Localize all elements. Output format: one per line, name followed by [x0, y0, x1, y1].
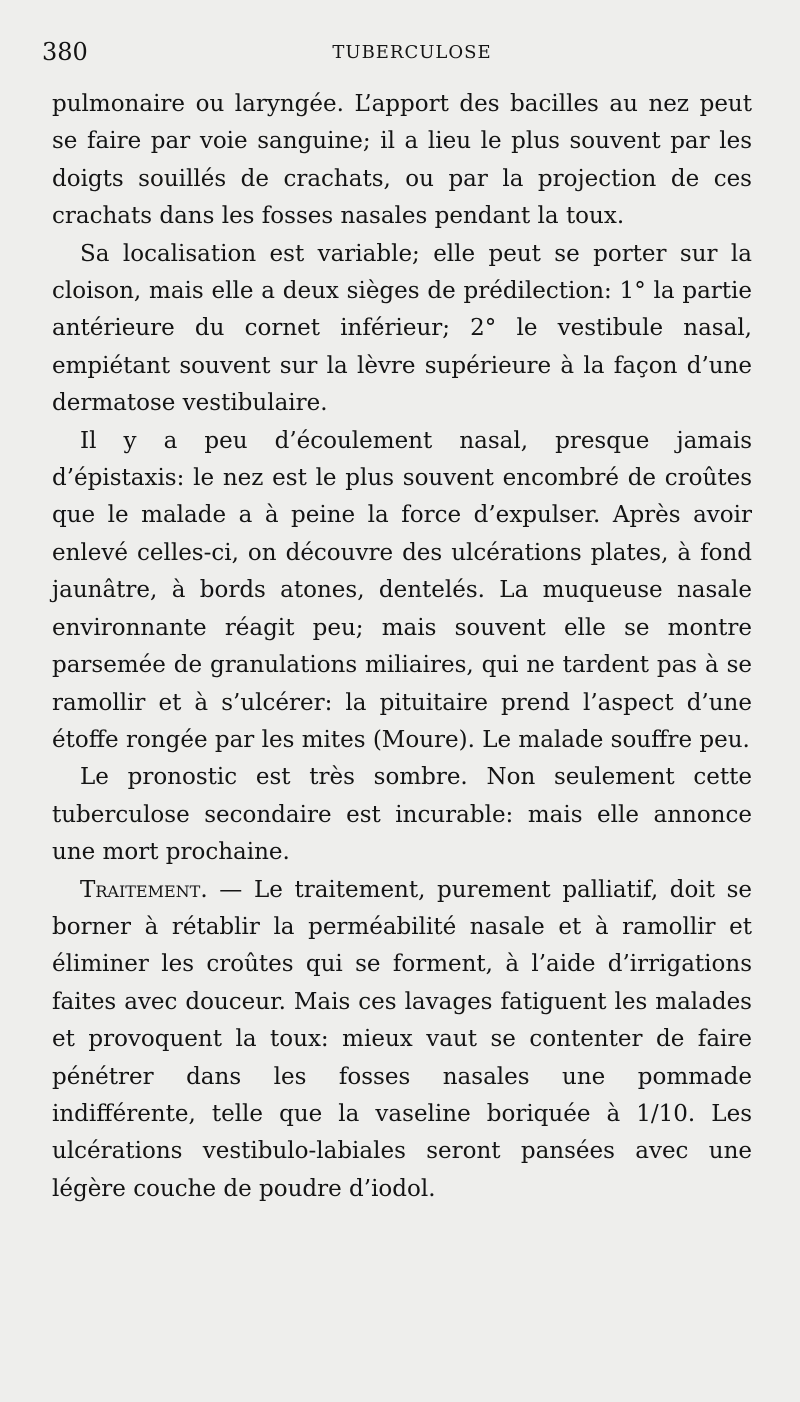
section-lead: Traitement. — [80, 876, 208, 903]
paragraph-symptoms — [52, 423, 752, 760]
paragraph-text: Le pronostic est très sombre. Non seulement cette tuberculose secondaire est incurable: mais elle annonce une mort prochaine. — [52, 764, 752, 866]
paragraph-continuation — [52, 86, 752, 236]
paragraph-treatment — [52, 872, 752, 1209]
paragraph-text: — Le traitement, purement palliatif, doit se borner à rétablir la perméabilité nasale et à ramollir et éliminer les croûtes qui se forment, à l’aide d’irrigations faites avec douceur. Mais ces lavages fatiguent les malades et provoquent la toux: mieux vaut se contenter de faire pénétrer dans les fosses nasales une pommade indifférente, telle que la vaseline boriquée à 1/10. Les ulcérations vestibulo-labiales seront pansées avec une légère couche de poudre d’iodol. — [52, 876, 752, 1202]
paragraph-text: pulmonaire ou laryngée. L’apport des bacilles au nez peut se faire par voie sanguine; il a lieu le plus souvent par les doigts souillés de crachats, ou par la projection de ces crachats dans les fosses nasales pendant la toux. — [52, 91, 752, 230]
paragraph-text: Il y a peu d’écoulement nasal, presque jamais d’épistaxis: le nez est le plus souvent encombré de croûtes que le malade a à peine la force d’expulser. Après avoir enlevé celles-ci, on découvre des ulcérations plates, à fond jaunâtre, à bords atones, dentelés. La muqueuse nasale environnante réagit peu; mais souvent elle se montre parsemée de granulations miliaires, qui ne tardent pas à se ramollir et à s’ulcérer: la pituitaire prend l’aspect d’une étoffe rongée par les mites (Moure). Le malade souffre peu. — [52, 427, 752, 753]
page-number: 380 — [42, 38, 88, 66]
paragraph-text: Sa localisation est variable; elle peut se porter sur la cloison, mais elle a deux sièges de prédilection: 1° la partie antérieure du cornet inférieur; 2° le vestibule nasal, empiétant souvent sur la lèvre supérieure à la façon d’une dermatose vestibulaire. — [52, 240, 752, 417]
body-text — [52, 86, 752, 1208]
running-head: TUBERCULOSE — [332, 42, 492, 63]
paragraph-prognosis — [52, 759, 752, 871]
paragraph-localisation — [52, 236, 752, 423]
page-header — [42, 34, 752, 74]
